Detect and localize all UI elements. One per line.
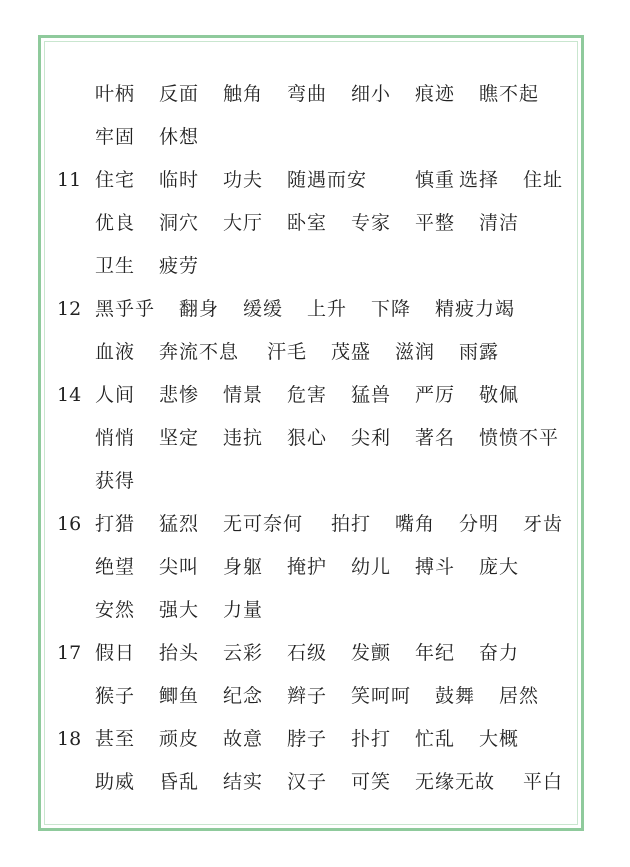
- vocabulary-word: 猛兽: [351, 384, 392, 406]
- word-row: [41, 595, 581, 625]
- vocabulary-word: 鲫鱼: [159, 685, 200, 707]
- lesson-number: 14: [57, 384, 82, 406]
- vocabulary-word: 拍打: [331, 513, 372, 535]
- vocabulary-word: 敬佩: [479, 384, 520, 406]
- vocabulary-word: 黑乎乎: [95, 298, 156, 320]
- vocabulary-word: 人间: [95, 384, 136, 406]
- word-list: [41, 38, 581, 828]
- vocabulary-word: 雨露: [459, 341, 500, 363]
- vocabulary-word: 庞大: [479, 556, 520, 578]
- vocabulary-word: 悄悄: [95, 427, 136, 449]
- vocabulary-word: 情景: [223, 384, 264, 406]
- vocabulary-word: 鼓舞: [435, 685, 476, 707]
- vocabulary-word: 下降: [371, 298, 412, 320]
- vocabulary-word: 临时: [159, 169, 200, 191]
- vocabulary-word: 触角: [223, 83, 264, 105]
- word-row: [41, 165, 581, 195]
- vocabulary-word: 茂盛: [331, 341, 372, 363]
- vocabulary-word: 危害: [287, 384, 328, 406]
- vocabulary-word: 平整: [415, 212, 456, 234]
- vocabulary-word: 扑打: [351, 728, 392, 750]
- vocabulary-word: 上升: [307, 298, 348, 320]
- vocabulary-word: 牙齿: [523, 513, 564, 535]
- vocabulary-word: 掩护: [287, 556, 328, 578]
- vocabulary-word: 无缘无故: [415, 771, 496, 793]
- word-row: [41, 509, 581, 539]
- vocabulary-word: 顽皮: [159, 728, 200, 750]
- vocabulary-word: 卫生: [95, 255, 136, 277]
- lesson-number: 12: [57, 298, 82, 320]
- vocabulary-word: 笑呵呵: [351, 685, 412, 707]
- vocabulary-word: 假日: [95, 642, 136, 664]
- vocabulary-word: 弯曲: [287, 83, 328, 105]
- vocabulary-word: 居然: [499, 685, 540, 707]
- vocabulary-word: 缓缓: [243, 298, 284, 320]
- vocabulary-word: 身躯: [223, 556, 264, 578]
- vocabulary-word: 功夫: [223, 169, 264, 191]
- vocabulary-word: 大概: [479, 728, 520, 750]
- vocabulary-word: 幼儿: [351, 556, 392, 578]
- vocabulary-word: 疲劳: [159, 255, 200, 277]
- vocabulary-word: 坚定: [159, 427, 200, 449]
- vocabulary-word: 著名: [415, 427, 456, 449]
- vocabulary-word: 搏斗: [415, 556, 456, 578]
- vocabulary-word: 选择: [459, 169, 500, 191]
- word-row: [41, 638, 581, 668]
- word-row: [41, 337, 581, 367]
- vocabulary-word: 反面: [159, 83, 200, 105]
- vocabulary-word: 违抗: [223, 427, 264, 449]
- vocabulary-word: 发颤: [351, 642, 392, 664]
- vocabulary-word: 专家: [351, 212, 392, 234]
- vocabulary-word: 狠心: [287, 427, 328, 449]
- vocabulary-word: 昏乱: [159, 771, 200, 793]
- vocabulary-word: 滋润: [395, 341, 436, 363]
- vocabulary-word: 猛烈: [159, 513, 200, 535]
- vocabulary-word: 绝望: [95, 556, 136, 578]
- vocabulary-word: 汗毛: [267, 341, 308, 363]
- vocabulary-word: 细小: [351, 83, 392, 105]
- vocabulary-word: 翻身: [179, 298, 220, 320]
- word-row: [41, 122, 581, 152]
- vocabulary-word: 清洁: [479, 212, 520, 234]
- vocabulary-word: 血液: [95, 341, 136, 363]
- vocabulary-word: 石级: [287, 642, 328, 664]
- vocabulary-word: 力量: [223, 599, 264, 621]
- vocabulary-word: 纪念: [223, 685, 264, 707]
- vocabulary-word: 平白: [523, 771, 564, 793]
- vocabulary-word: 获得: [95, 470, 136, 492]
- lesson-number: 18: [57, 728, 82, 750]
- vocabulary-word: 安然: [95, 599, 136, 621]
- lesson-number: 16: [57, 513, 82, 535]
- word-row: [41, 466, 581, 496]
- word-row: [41, 294, 581, 324]
- vocabulary-word: 嘴角: [395, 513, 436, 535]
- vocabulary-word: 精疲力竭: [435, 298, 516, 320]
- vocabulary-word: 叶柄: [95, 83, 136, 105]
- lesson-number: 11: [57, 169, 82, 191]
- vocabulary-word: 慎重: [415, 169, 456, 191]
- vocabulary-word: 奔流不息: [159, 341, 240, 363]
- vocabulary-word: 痕迹: [415, 83, 456, 105]
- vocabulary-word: 牢固: [95, 126, 136, 148]
- vocabulary-word: 结实: [223, 771, 264, 793]
- vocabulary-word: 尖利: [351, 427, 392, 449]
- vocabulary-word: 大厅: [223, 212, 264, 234]
- vocabulary-word: 甚至: [95, 728, 136, 750]
- word-row: [41, 79, 581, 109]
- word-row: [41, 251, 581, 281]
- lesson-number: 17: [57, 642, 82, 664]
- vocabulary-word: 分明: [459, 513, 500, 535]
- vocabulary-word: 卧室: [287, 212, 328, 234]
- vocabulary-word: 随遇而安: [287, 169, 368, 191]
- vocabulary-word: 年纪: [415, 642, 456, 664]
- vocabulary-word: 可笑: [351, 771, 392, 793]
- vocabulary-word: 悲惨: [159, 384, 200, 406]
- vocabulary-word: 愤愤不平: [479, 427, 560, 449]
- vocabulary-word: 抬头: [159, 642, 200, 664]
- vocabulary-word: 脖子: [287, 728, 328, 750]
- vocabulary-word: 助威: [95, 771, 136, 793]
- vocabulary-word: 故意: [223, 728, 264, 750]
- vocabulary-word: 奋力: [479, 642, 520, 664]
- vocabulary-word: 优良: [95, 212, 136, 234]
- word-row: [41, 380, 581, 410]
- vocabulary-word: 严厉: [415, 384, 456, 406]
- vocabulary-word: 洞穴: [159, 212, 200, 234]
- word-row: [41, 724, 581, 754]
- vocabulary-word: 住址: [523, 169, 564, 191]
- vocabulary-word: 强大: [159, 599, 200, 621]
- vocabulary-word: 辫子: [287, 685, 328, 707]
- vocabulary-word: 休想: [159, 126, 200, 148]
- vocabulary-word: 猴子: [95, 685, 136, 707]
- word-row: [41, 552, 581, 582]
- vocabulary-word: 打猎: [95, 513, 136, 535]
- vocabulary-page: [38, 35, 584, 831]
- vocabulary-word: 瞧不起: [479, 83, 540, 105]
- word-row: [41, 767, 581, 797]
- vocabulary-word: 云彩: [223, 642, 264, 664]
- word-row: [41, 681, 581, 711]
- vocabulary-word: 忙乱: [415, 728, 456, 750]
- word-row: [41, 208, 581, 238]
- word-row: [41, 423, 581, 453]
- vocabulary-word: 住宅: [95, 169, 136, 191]
- vocabulary-word: 无可奈何: [223, 513, 304, 535]
- vocabulary-word: 汉子: [287, 771, 328, 793]
- vocabulary-word: 尖叫: [159, 556, 200, 578]
